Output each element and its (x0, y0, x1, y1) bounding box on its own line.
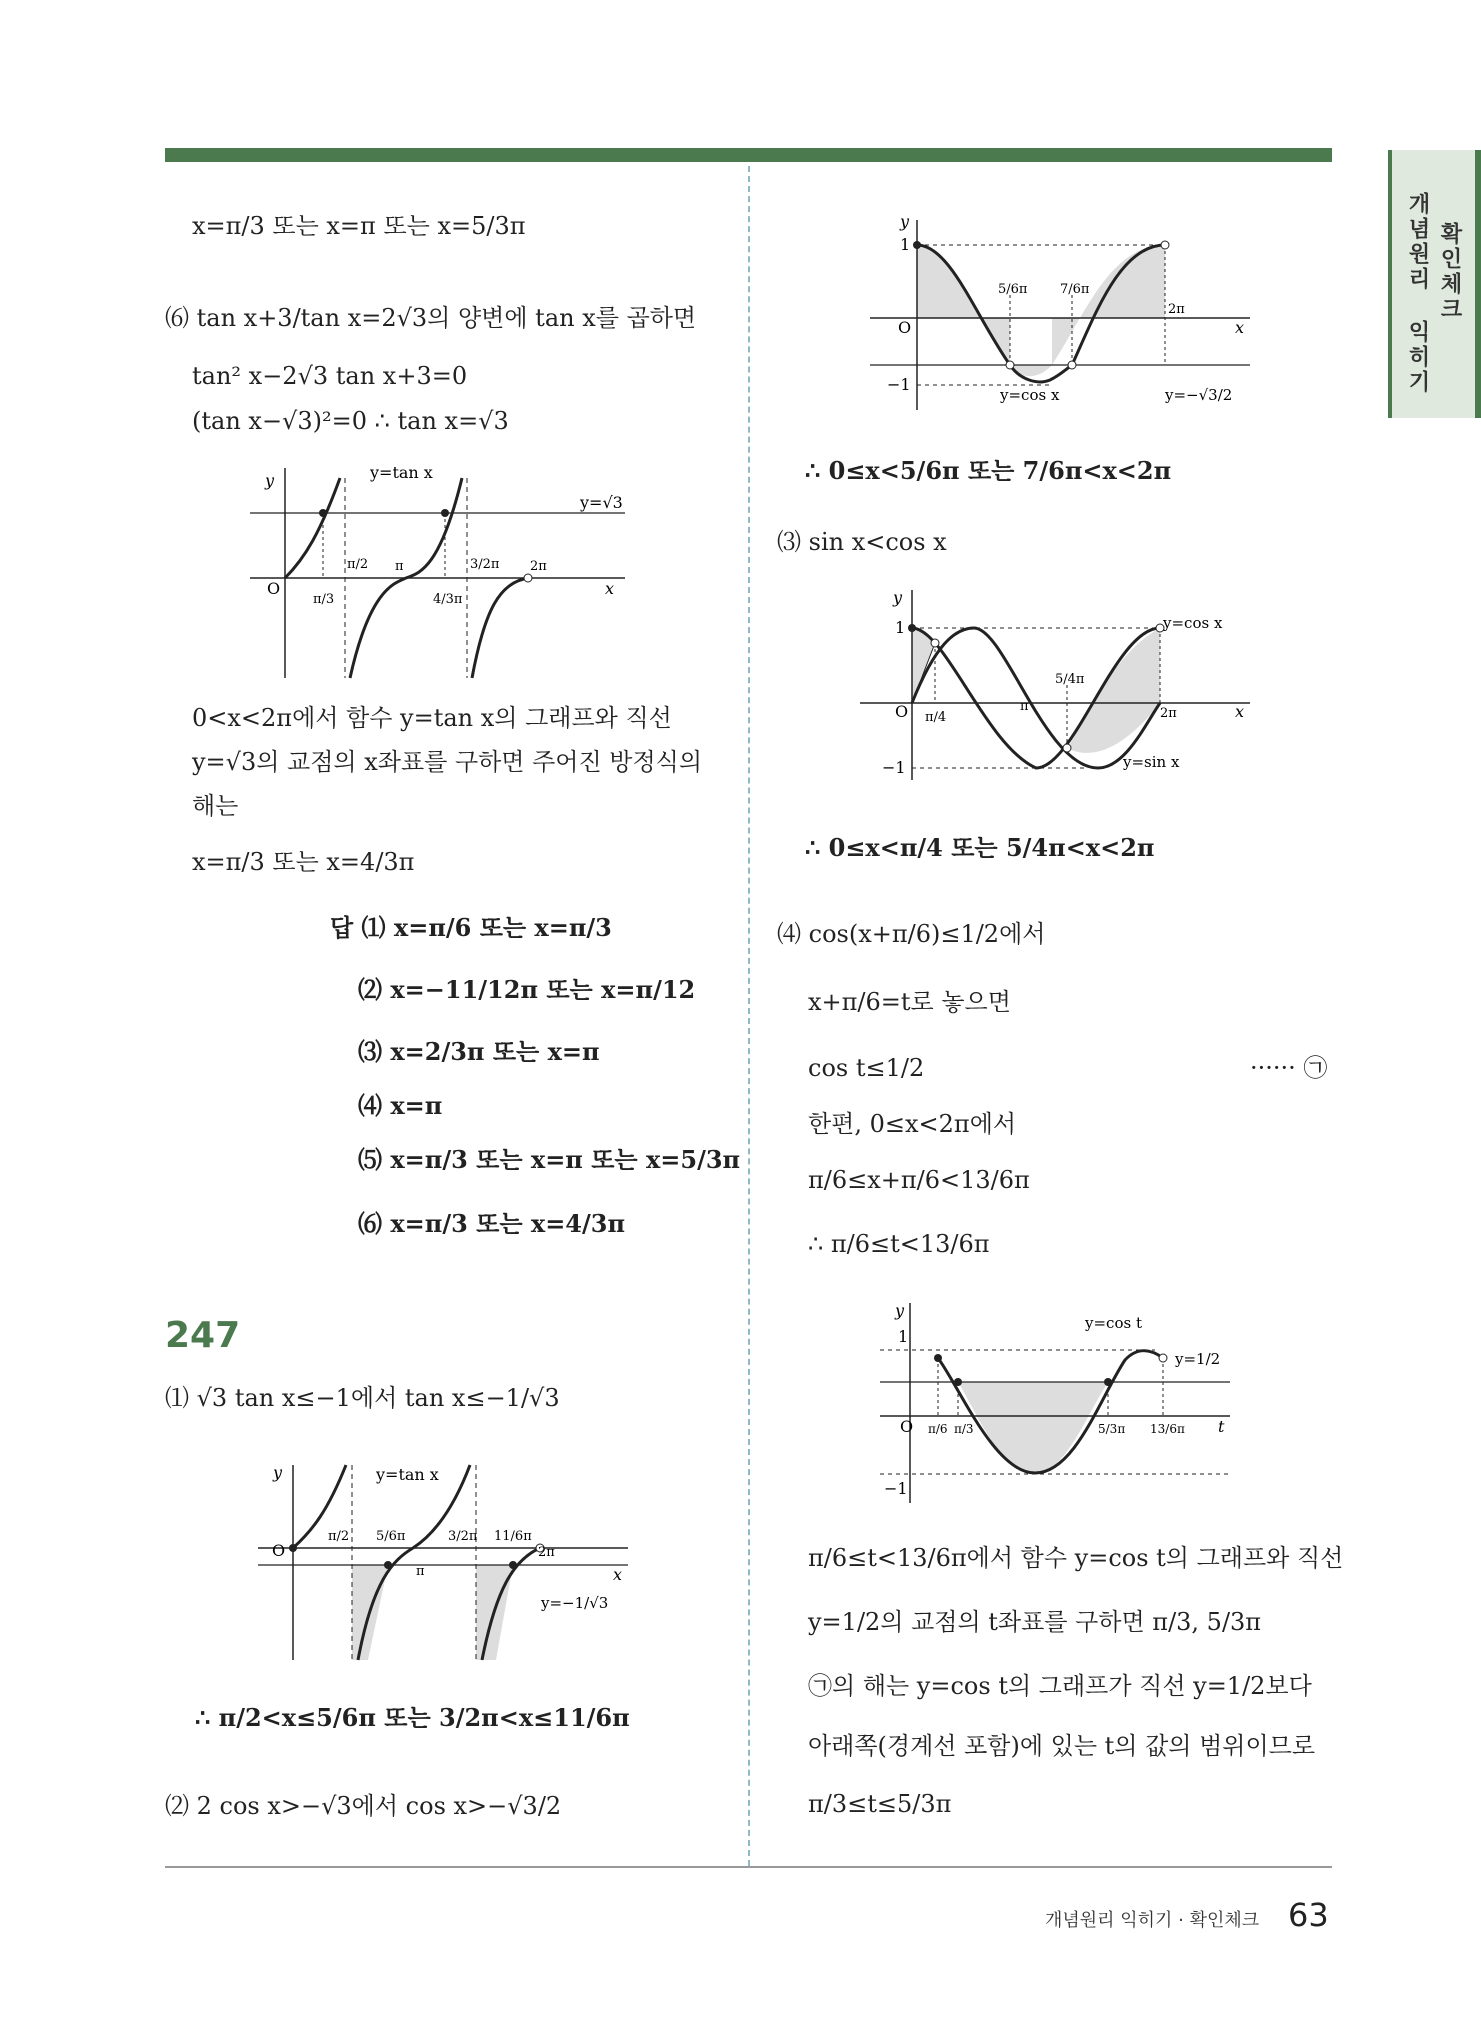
right-line-14: π/3≤t≤5/3π (808, 1790, 952, 1818)
answer-5: ⑸ x=π/3 또는 x=π 또는 x=5/3π (358, 1145, 741, 1174)
mone-label: −1 (887, 375, 911, 394)
answer-2: ⑵ x=−11/12π 또는 x=π/12 (358, 975, 696, 1004)
side-tab[interactable] (1388, 150, 1481, 418)
tan-branch-3 (472, 578, 528, 678)
right-line-7: 한편, 0≤x<2π에서 (808, 1110, 1017, 1138)
side-tab-label-2: 확인체크 (1437, 222, 1462, 322)
graph-tan-sqrt3 (245, 458, 635, 683)
endpoint (524, 574, 532, 582)
right-line-3: ∴ 0≤x<π/4 또는 5/4π<x<2π (805, 833, 1155, 862)
problem-part-1: ⑴ √3 tan x≤−1에서 tan x≤−1/√3 (165, 1384, 560, 1412)
equation-mark: ······ ㉠ (1250, 1054, 1328, 1082)
origin-label: O (895, 702, 909, 721)
tick-label-2: π/3 (954, 1422, 974, 1436)
x-label: x (605, 579, 615, 598)
intersect-point-2 (509, 1561, 517, 1569)
column-divider (748, 166, 750, 1866)
page-number: 63 (1288, 1896, 1329, 1934)
side-tab-label-1: 개념원리 익히기 (1405, 192, 1430, 395)
tick-label-2: π (1020, 699, 1029, 714)
curve-label: y=tan x (370, 463, 433, 482)
tick-label-3: 5/4π (1055, 672, 1085, 687)
tick-label-1: π/4 (925, 710, 947, 725)
curve-label: y=tan x (376, 1465, 439, 1484)
intersect-1 (954, 1378, 962, 1386)
graph-cos (860, 215, 1260, 415)
intersect-point-1 (319, 509, 327, 517)
x-label: t (1218, 1417, 1225, 1436)
tick-label-1: 5/6π (998, 282, 1028, 297)
start-point (908, 624, 916, 632)
tick-label-2: π (395, 559, 404, 574)
tick-label-2: 5/6π (376, 1529, 406, 1544)
line-label: y=−1/√3 (541, 1594, 609, 1612)
tick-label-3: 3/2π (448, 1529, 478, 1544)
x-label: x (613, 1565, 623, 1584)
graph-sin-cos (855, 585, 1255, 785)
tick-label-5: π/3 (313, 592, 335, 607)
curve-label: y=cos t (1085, 1314, 1142, 1332)
answer-6: ⑹ x=π/3 또는 x=4/3π (358, 1209, 626, 1238)
tan-branch-1 (285, 478, 340, 578)
problem-part-1-result: ∴ π/2<x≤5/6π 또는 3/2π<x≤11/6π (195, 1703, 630, 1732)
y-label: y (273, 1463, 283, 1482)
right-line-6: cos t≤1/2 (808, 1054, 925, 1082)
tick-label-3: 5/3π (1098, 1422, 1126, 1436)
left-line-5: 0<x<2π에서 함수 y=tan x의 그래프와 직선 (192, 704, 672, 732)
x-label: x (1235, 702, 1245, 721)
y-label: y (265, 471, 275, 490)
left-line-1: x=π/3 또는 x=π 또는 x=5/3π (192, 212, 526, 240)
left-line-8: x=π/3 또는 x=4/3π (192, 848, 415, 876)
y-label: y (893, 588, 903, 607)
origin-label: O (267, 579, 281, 598)
tick-label-4: 13/6π (1150, 1422, 1185, 1436)
curve-label: y=cos x (1000, 386, 1060, 404)
right-line-12: ㉠의 해는 y=cos t의 그래프가 직선 y=1/2보다 (808, 1672, 1312, 1700)
tick-label-4: 2π (1160, 706, 1177, 721)
tick-label-4: 2π (530, 559, 547, 574)
problem-part-2: ⑵ 2 cos x>−√3에서 cos x>−√3/2 (165, 1792, 562, 1820)
end-point (1161, 241, 1169, 249)
left-line-4: (tan x−√3)²=0 ∴ tan x=√3 (192, 407, 509, 435)
problem-number: 247 (165, 1315, 241, 1356)
tan-branch-2 (358, 1465, 470, 1660)
right-line-4: ⑷ cos(x+π/6)≤1/2에서 (777, 920, 1046, 948)
intersect-2 (1104, 1378, 1112, 1386)
y-label: y (895, 1301, 905, 1320)
origin-label: O (898, 318, 912, 337)
intersect-1 (1006, 361, 1014, 369)
side-tab-edge (1475, 150, 1481, 418)
tick-label-6: 4/3π (433, 592, 463, 607)
right-line-10: π/6≤t<13/6π에서 함수 y=cos t의 그래프와 직선 (808, 1544, 1344, 1572)
tick-label-1: π/6 (928, 1422, 948, 1436)
tick-label-5: 2π (538, 1545, 555, 1560)
tick-label-2: 7/6π (1060, 282, 1090, 297)
tick-label-3: 3/2π (470, 557, 500, 572)
intersect-1 (931, 639, 939, 647)
intersect-2 (1063, 744, 1071, 752)
right-line-5: x+π/6=t로 놓으면 (808, 988, 1011, 1016)
end-point (1159, 1354, 1167, 1362)
y-label: y (900, 215, 910, 231)
origin-label: O (900, 1417, 914, 1436)
one-label: 1 (900, 235, 911, 254)
mone-label: −1 (884, 1479, 908, 1498)
one-label: 1 (895, 618, 906, 637)
left-line-7: 해는 (192, 792, 239, 820)
footer-rule (165, 1866, 1332, 1868)
right-line-11: y=1/2의 교점의 t좌표를 구하면 π/3, 5/3π (808, 1608, 1262, 1636)
one-label: 1 (898, 1327, 909, 1346)
right-line-2: ⑶ sin x<cos x (777, 528, 947, 556)
answer-4: ⑷ x=π (358, 1091, 443, 1120)
top-accent-bar (165, 148, 1332, 162)
graph-tan-neg (258, 1460, 638, 1665)
line-label: y=1/2 (1175, 1350, 1221, 1368)
line-label: y=−√3/2 (1165, 386, 1233, 404)
intersect-point-1 (384, 1561, 392, 1569)
origin-point (289, 1544, 297, 1552)
origin-label: O (272, 1541, 286, 1560)
shade-2 (1067, 628, 1160, 753)
tick-label-1: π/2 (328, 1529, 350, 1544)
right-line-13: 아래쪽(경계선 포함)에 있는 t의 값의 범위이므로 (808, 1732, 1316, 1760)
tick-label-3: 2π (1168, 302, 1185, 317)
right-line-9: ∴ π/6≤t<13/6π (808, 1230, 990, 1258)
line-label: y=√3 (580, 493, 623, 512)
answer-3: ⑶ x=2/3π 또는 x=π (358, 1037, 600, 1066)
cos-label: y=cos x (1163, 614, 1223, 632)
left-line-6: y=√3의 교점의 x좌표를 구하면 주어진 방정식의 (192, 748, 703, 776)
left-line-2: ⑹ tan x+3/tan x=2√3의 양변에 tan x를 곱하면 (165, 304, 697, 332)
right-line-1: ∴ 0≤x<5/6π 또는 7/6π<x<2π (805, 456, 1172, 485)
start-point (913, 241, 921, 249)
tick-label-1: π/2 (347, 557, 369, 572)
sin-label: y=sin x (1123, 753, 1180, 771)
left-line-3: tan² x−2√3 tan x+3=0 (192, 362, 468, 390)
intersect-point-2 (441, 509, 449, 517)
intersect-2 (1068, 361, 1076, 369)
tick-label-4: 11/6π (494, 1529, 532, 1544)
tick-label-6: π (416, 1564, 425, 1579)
mone-label: −1 (882, 758, 906, 777)
right-line-8: π/6≤x+π/6<13/6π (808, 1166, 1030, 1194)
x-label: x (1235, 318, 1245, 337)
graph-cos-t (870, 1298, 1240, 1508)
start-point (934, 1354, 942, 1362)
footer-label: 개념원리 익히기 · 확인체크 (1045, 1910, 1260, 1931)
answer-1: 답 ⑴ x=π/6 또는 x=π/3 (330, 913, 612, 942)
